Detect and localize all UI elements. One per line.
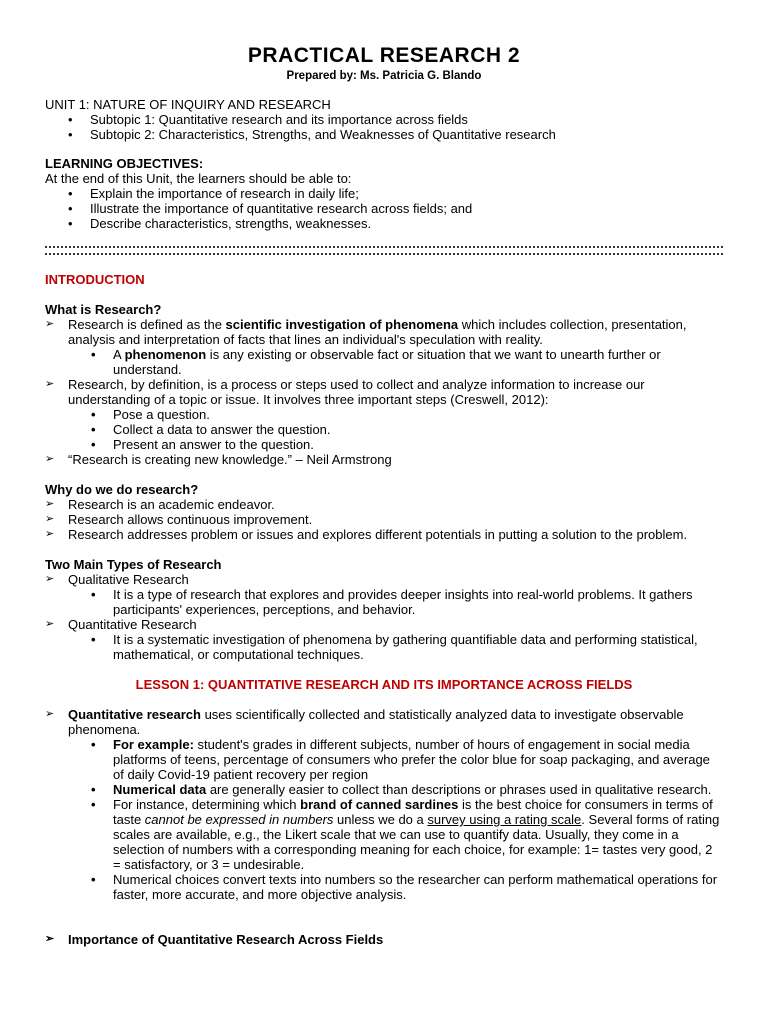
what-list	[45, 317, 723, 467]
list-item: • It is a type of research that explores and provides deeper insights into real-world problems. It gathers participants' experiences, perceptions, and behavior.	[113, 587, 723, 617]
list-item: ➢ Research is an academic endeavor.	[68, 497, 723, 512]
list-item: • Explain the importance of research in daily life;	[90, 186, 723, 201]
list-item: ➢ “Research is creating new knowledge.” – Neil Armstrong	[68, 452, 723, 467]
objectives-heading: LEARNING OBJECTIVES:	[45, 156, 204, 171]
importance-list	[45, 932, 723, 947]
types-list	[45, 572, 723, 662]
list-item: ➢ Qualitative Research • It is a type of research that explores and provides deeper insights into real-world problems. It gathers participants' experiences, perceptions, and behavior.	[68, 572, 723, 617]
section-divider	[45, 246, 723, 255]
introduction-heading: INTRODUCTION	[45, 272, 145, 287]
list-item: • A phenomenon is any existing or observable fact or situation that we want to unearth further or understand.	[113, 347, 723, 377]
list-item: • Collect a data to answer the question.	[113, 422, 723, 437]
list-item: • Numerical choices convert texts into numbers so the researcher can perform mathematical operations for faster, more accurate, and more objective analysis.	[113, 872, 723, 902]
list-item: • It is a systematic investigation of phenomena by gathering quantifiable data and performing statistical, mathematical, or computational techniques.	[113, 632, 723, 662]
why-list	[45, 497, 723, 542]
list-item: ➢ Research, by definition, is a process or steps used to collect and analyze information to increase our understanding of a topic or issue. It involves three important steps (Creswell, 2012): • Pose a question. • Collect a data to answer the question. • Present an answer to the question.	[68, 377, 723, 452]
unit-heading: UNIT 1: NATURE OF INQUIRY AND RESEARCH	[45, 97, 331, 112]
list-item: • For example: student's grades in different subjects, number of hours of engagement in social media platforms of teens, percentage of consumers who prefer the color blue for soap packaging, and average of daily Covid-19 patient recovery per region	[113, 737, 723, 782]
list-item: ➢ Research addresses problem or issues and explores different potentials in putting a solution to the problem.	[68, 527, 723, 542]
what-heading: What is Research?	[45, 302, 162, 317]
list-item: ➢ Quantitative Research • It is a systematic investigation of phenomena by gathering quantifiable data and performing statistical, mathematical, or computational techniques.	[68, 617, 723, 662]
list-item: • For instance, determining which brand of canned sardines is the best choice for consumers in terms of taste cannot be expressed in numbers unless we do a survey using a rating scale. Several forms of rating scales are available, e.g., the Likert scale that we can use to quantify data. Usually, they come in a selection of numbers with a corresponding meaning for each choice, for example: 1= tastes very good, 2 = satisfactory, or 3 = undesirable.	[113, 797, 723, 872]
subtopic-list	[45, 112, 723, 142]
list-item: • Subtopic 1: Quantitative research and its importance across fields	[90, 112, 723, 127]
list-item: • Describe characteristics, strengths, weaknesses.	[90, 216, 723, 231]
doc-title: PRACTICAL RESEARCH 2	[247, 44, 521, 67]
objectives-list	[45, 186, 723, 231]
types-heading: Two Main Types of Research	[45, 557, 222, 572]
list-item: • Pose a question.	[113, 407, 723, 422]
objectives-intro: At the end of this Unit, the learners should be able to:	[45, 171, 352, 186]
list-item: ➢ Research allows continuous improvement.	[68, 512, 723, 527]
prepared-by: Prepared by: Ms. Patricia G. Blando	[286, 70, 482, 82]
lesson1-heading: LESSON 1: QUANTITATIVE RESEARCH AND ITS IMPORTANCE ACROSS FIELDS	[135, 677, 633, 692]
list-item: • Subtopic 2: Characteristics, Strengths, and Weaknesses of Quantitative research	[90, 127, 723, 142]
list-item: • Illustrate the importance of quantitative research across fields; and	[90, 201, 723, 216]
lesson1-list	[45, 707, 723, 902]
list-item: • Numerical data are generally easier to collect than descriptions or phrases used in qualitative research.	[113, 782, 723, 797]
list-item: • Present an answer to the question.	[113, 437, 723, 452]
list-item: ➢ Research is defined as the scientific investigation of phenomena which includes collection, presentation, analysis and interpretation of facts that lines an individual's speculation with reality. • A phenomenon is any existing or observable fact or situation that we want to unearth further or understand.	[68, 317, 723, 377]
list-item: ➢ Quantitative research uses scientifically collected and statistically analyzed data to investigate observable phenomena. • For example: student's grades in different subjects, number of hours of engagement in social media platforms of teens, percentage of consumers who prefer the color blue for soap packaging, and average of daily Covid-19 patient recovery per region • Numerical data are generally easier to collect than descriptions or phrases used in qualitative research. • For instance, determining which brand of canned sardines is the best choice for consumers in terms of taste cannot be expressed in numbers unless we do a survey using a rating scale. Several forms of rating scales are available, e.g., the Likert scale that we can use to quantify data. Usually, they come in a selection of numbers with a corresponding meaning for each choice, for example: 1= tastes very good, 2 = satisfactory, or 3 = undesirable. • Numerical choices convert texts into numbers so the researcher can perform mathematical operations for faster, more accurate, and more objective analysis.	[68, 707, 723, 902]
why-heading: Why do we do research?	[45, 482, 199, 497]
importance-heading: ➢ Importance of Quantitative Research Across Fields	[68, 932, 723, 947]
